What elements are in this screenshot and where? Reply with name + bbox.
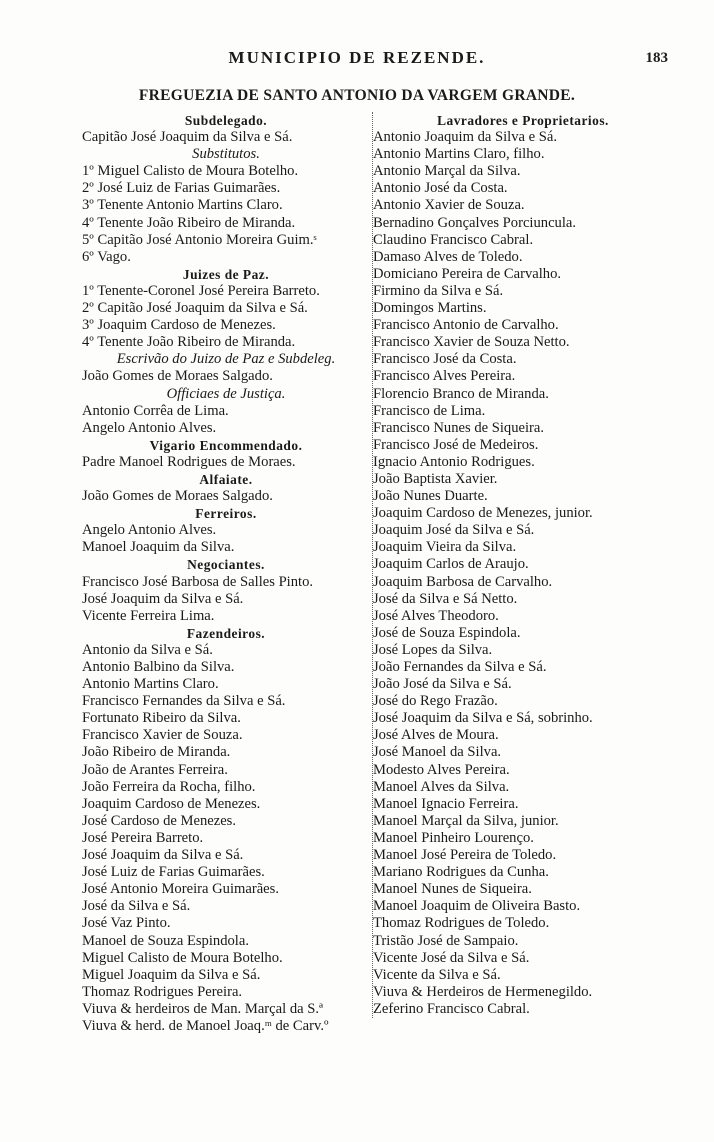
list-item: Padre Manoel Rodrigues de Moraes. — [82, 453, 296, 470]
list-item: Bernadino Gonçalves Porciuncula. — [373, 214, 577, 231]
list-item: 4º Tenente João Ribeiro de Miranda. — [82, 214, 296, 231]
list-item: 1º Tenente-Coronel José Pereira Barreto. — [82, 282, 320, 299]
list-item: Angelo Antonio Alves. — [82, 419, 217, 436]
list-item: Fortunato Ribeiro da Silva. — [82, 710, 241, 727]
section-heading: Subdelegado. — [184, 113, 268, 128]
section-heading: Fazendeiros. — [186, 625, 266, 641]
list-item: Manoel Marçal da Silva, junior. — [373, 812, 559, 829]
list-item: Antonio da Silva e Sá. — [82, 641, 213, 658]
list-item: Francisco Fernandes da Silva e Sá. — [82, 693, 286, 710]
list-item: José da Silva e Sá. — [82, 898, 191, 915]
list-item: Thomaz Rodrigues de Toledo. — [373, 915, 550, 932]
list-item: 3º Joaquim Cardoso de Menezes. — [82, 317, 276, 334]
list-item: 2º Capitão José Joaquim da Silva e Sá. — [82, 300, 308, 317]
list-item: Francisco José da Costa. — [373, 351, 517, 368]
list-item: José Joaquim da Silva e Sá, sobrinho. — [373, 710, 593, 727]
subheading: Escrivão do Juizo de Paz e Subdeleg. — [116, 351, 336, 368]
section-heading: Vigario Encommendado. — [149, 437, 303, 453]
list-item: Florencio Branco de Miranda. — [373, 385, 549, 402]
list-item: Viuva & Herdeiros de Hermenegildo. — [373, 983, 593, 1000]
list-item: Antonio Balbino da Silva. — [82, 659, 235, 675]
list-item: Manoel Alves da Silva. — [373, 778, 510, 795]
list-item: Damaso Alves de Toledo. — [373, 248, 523, 265]
section-heading: Alfaiate. — [199, 471, 253, 487]
list-item: Francisco Xavier de Souza. — [82, 727, 243, 744]
list-item: Domiciano Pereira de Carvalho. — [373, 265, 562, 282]
list-item: José Lopes da Silva. — [373, 641, 493, 658]
list-item: José Alves Theodoro. — [373, 607, 499, 624]
parish-heading: FREGUEZIA DE SANTO ANTONIO DA VARGEM GRANDE. — [138, 87, 576, 104]
list-item: José Alves de Moura. — [373, 727, 499, 744]
list-item: João de Arantes Ferreira. — [82, 761, 228, 778]
list-item: Joaquim Cardoso de Menezes. — [82, 795, 261, 812]
list-item: Francisco José Barbosa de Salles Pinto. — [82, 573, 314, 590]
list-item: Joaquim Cardoso de Menezes, junior. — [373, 505, 593, 522]
list-item: Manoel Ignacio Ferreira. — [373, 795, 519, 812]
list-item: José Luiz de Farias Guimarães. — [82, 864, 265, 881]
right-column — [372, 112, 673, 1018]
list-item: Tristão José de Sampaio. — [373, 932, 519, 949]
list-item: Manoel Nunes de Siqueira. — [373, 881, 532, 898]
list-item: Joaquim Barbosa de Carvalho. — [373, 573, 553, 590]
list-item: João Gomes de Moraes Salgado. — [82, 368, 273, 385]
list-item: João Baptista Xavier. — [373, 470, 498, 487]
list-item: José Joaquim da Silva e Sá. — [82, 590, 244, 607]
list-item: Manoel Joaquim de Oliveira Basto. — [373, 898, 581, 915]
list-item: Francisco de Lima. — [373, 402, 486, 419]
list-item: Vicente da Silva e Sá. — [373, 966, 501, 983]
list-item: Miguel Joaquim da Silva e Sá. — [82, 966, 261, 983]
list-item: 1º Miguel Calisto de Moura Botelho. — [82, 163, 299, 180]
list-item: João Ferreira da Rocha, filho. — [82, 778, 256, 795]
list-item: José Pereira Barreto. — [82, 829, 204, 846]
list-item: Antonio Joaquim da Silva e Sá. — [373, 129, 558, 146]
subheading: Officiaes de Justiça. — [166, 385, 286, 402]
list-item: João José da Silva e Sá. — [373, 676, 512, 693]
list-item: José de Souza Espindola. — [373, 624, 521, 641]
list-item: José Joaquim da Silva e Sá. — [82, 847, 244, 864]
list-item: José Antonio Moreira Guimarães. — [82, 881, 279, 898]
list-item: Francisco Antonio de Carvalho. — [373, 317, 559, 334]
left-column — [82, 112, 370, 1035]
list-item: Manoel Pinheiro Lourenço. — [373, 829, 534, 846]
list-item: 3º Tenente Antonio Martins Claro. — [82, 197, 283, 214]
list-item: José Manoel da Silva. — [373, 744, 502, 761]
list-item: Joaquim Vieira da Silva. — [373, 539, 517, 556]
page-number: 183 — [645, 50, 668, 66]
list-item: Domingos Martins. — [373, 300, 487, 317]
list-item: Francisco Xavier de Souza Netto. — [373, 334, 570, 351]
list-item: Antonio Marçal da Silva. — [373, 163, 521, 180]
list-item: João Gomes de Moraes Salgado. — [82, 488, 273, 505]
list-item: Joaquim José da Silva e Sá. — [373, 522, 535, 539]
list-item: Manoel José Pereira de Toledo. — [373, 847, 557, 864]
list-item: Antonio Corrêa de Lima. — [82, 402, 229, 419]
page-header — [0, 48, 714, 74]
list-item: Vicente Ferreira Lima. — [82, 607, 215, 624]
list-item: 6º Vago. — [82, 248, 131, 265]
running-title: MUNICIPIO DE REZENDE. — [228, 48, 486, 67]
list-item: Antonio Martins Claro, filho. — [373, 146, 545, 163]
list-item: Viuva & herdeiros de Man. Marçal da S.ª — [82, 1000, 324, 1017]
list-item: Angelo Antonio Alves. — [82, 522, 217, 539]
list-item: Claudino Francisco Cabral. — [373, 231, 534, 248]
list-item: Francisco José de Medeiros. — [373, 436, 539, 453]
list-item: João Ribeiro de Miranda. — [82, 744, 231, 761]
list-item: José Cardoso de Menezes. — [82, 812, 237, 829]
list-item: Thomaz Rodrigues Pereira. — [82, 983, 243, 1000]
list-item: Francisco Nunes de Siqueira. — [373, 419, 545, 436]
list-item: João Nunes Duarte. — [373, 488, 488, 505]
subheading: Substitutos. — [192, 146, 260, 163]
list-item: João Fernandes da Silva e Sá. — [373, 659, 547, 675]
section-heading: Lavradores e Proprietarios. — [437, 113, 609, 128]
list-item: Mariano Rodrigues da Cunha. — [373, 864, 549, 881]
list-item: Modesto Alves Pereira. — [373, 761, 510, 778]
list-item: Ignacio Antonio Rodrigues. — [373, 453, 535, 470]
section-heading: Negociantes. — [187, 557, 265, 573]
list-item: Viuva & herd. de Manoel Joaq.ᵐ de Carv.º — [82, 1017, 329, 1034]
list-item: Zeferino Francisco Cabral. — [373, 1000, 530, 1017]
list-item: 2º José Luiz de Farias Guimarães. — [82, 180, 281, 197]
list-item: Manoel de Souza Espindola. — [82, 932, 249, 949]
section-heading: Juizes de Paz. — [182, 266, 270, 282]
list-item: José da Silva e Sá Netto. — [373, 590, 518, 607]
list-item: Firmino da Silva e Sá. — [373, 282, 504, 299]
list-item: José do Rego Frazão. — [373, 693, 498, 710]
list-item: Manoel Joaquim da Silva. — [82, 539, 235, 556]
list-item: 5º Capitão José Antonio Moreira Guim.ˢ — [82, 231, 317, 248]
list-item: Miguel Calisto de Moura Botelho. — [82, 949, 283, 966]
section-heading: Ferreiros. — [195, 506, 257, 522]
list-item: José Vaz Pinto. — [82, 915, 171, 932]
list-item: Antonio José da Costa. — [373, 180, 508, 197]
list-item: Antonio Xavier de Souza. — [373, 197, 525, 214]
list-item: Joaquim Carlos de Araujo. — [373, 556, 529, 573]
list-item: Vicente José da Silva e Sá. — [373, 949, 530, 966]
list-item: Capitão José Joaquim da Silva e Sá. — [82, 129, 293, 146]
list-item: 4º Tenente João Ribeiro de Miranda. — [82, 334, 296, 351]
list-item: Francisco Alves Pereira. — [373, 368, 516, 385]
list-item: Antonio Martins Claro. — [82, 676, 219, 693]
